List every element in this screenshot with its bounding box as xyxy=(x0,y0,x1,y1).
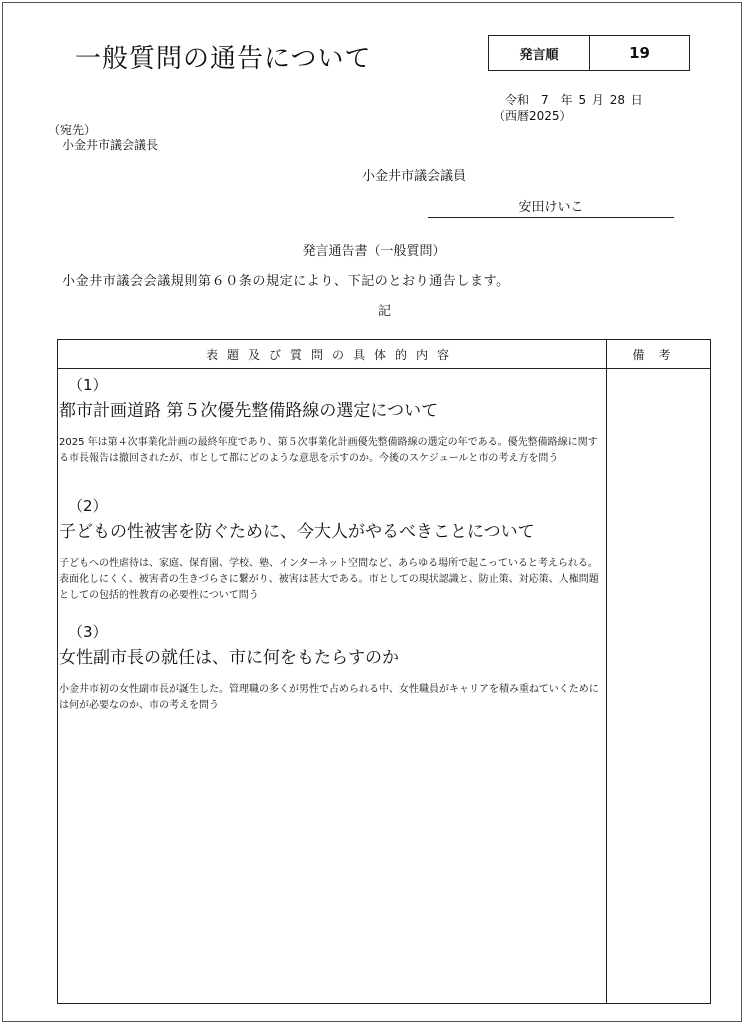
header-main: 表題及び質問の具体的内容 xyxy=(205,348,458,362)
header-note: 備考 xyxy=(632,348,685,362)
preamble-text: 小金井市議会会議規則第６０条の規定により、下記のとおり通告します。 xyxy=(62,274,510,289)
question-body: 子どもへの性虐待は、家庭、保育園、学校、塾、インターネット空間など、あらゆる場所で起こっていると考えられる。表面化しにくく、被害者の生きづらさに繋がり、被害は甚大である。市としての現状認識と、防止策、対応策、人権問題としての包括的性教育の必要性について問う xyxy=(59,558,599,601)
question-title: 女性副市長の就任は、市に何をもたらすのか xyxy=(59,648,399,668)
document-type: 発言通告書（一般質問） xyxy=(302,244,446,259)
sender-title: 小金井市議会議員 xyxy=(362,169,467,184)
question-title: 子どもの性被害を防ぐために、今大人がやるべきことについて xyxy=(59,522,535,542)
question-title: 都市計画道路 第５次優先整備路線の選定について xyxy=(59,401,439,421)
speaking-order-box xyxy=(488,35,690,71)
document-title: 一般質問の通告について xyxy=(75,44,372,74)
question-body: 2025 年は第４次事業化計画の最終年度であり、第５次事業化計画優先整備路線の選定の年である。優先整備路線に関する市長報告は撤回されたが、市として都にどのような意思を示すのか。今後のスケジュールと市の考え方を問う xyxy=(59,437,598,464)
date-japanese: 令和 7 年 5 月 28 日 xyxy=(505,93,643,107)
question-number: （3） xyxy=(68,623,108,641)
table-header xyxy=(58,340,710,369)
speaking-order-value: 19 xyxy=(629,44,650,62)
addressee-label: （宛先） xyxy=(48,123,97,137)
question-table xyxy=(57,339,711,1004)
sender-name: 安田けいこ xyxy=(428,196,674,218)
column-divider xyxy=(606,340,607,1003)
question-body: 小金井市初の女性副市長が誕生した。管理職の多くが男性で占められる中、女性職員がキャリアを積み重ねていくためには何が必要なのか、市の考えを問う xyxy=(59,684,599,711)
speaking-order-label: 発言順 xyxy=(489,36,590,70)
addressee-name: 小金井市議会議長 xyxy=(62,138,159,152)
question-number: （2） xyxy=(68,497,108,515)
ki-mark: 記 xyxy=(378,304,392,319)
question-number: （1） xyxy=(68,376,108,394)
date-western: （西暦2025） xyxy=(493,109,572,123)
